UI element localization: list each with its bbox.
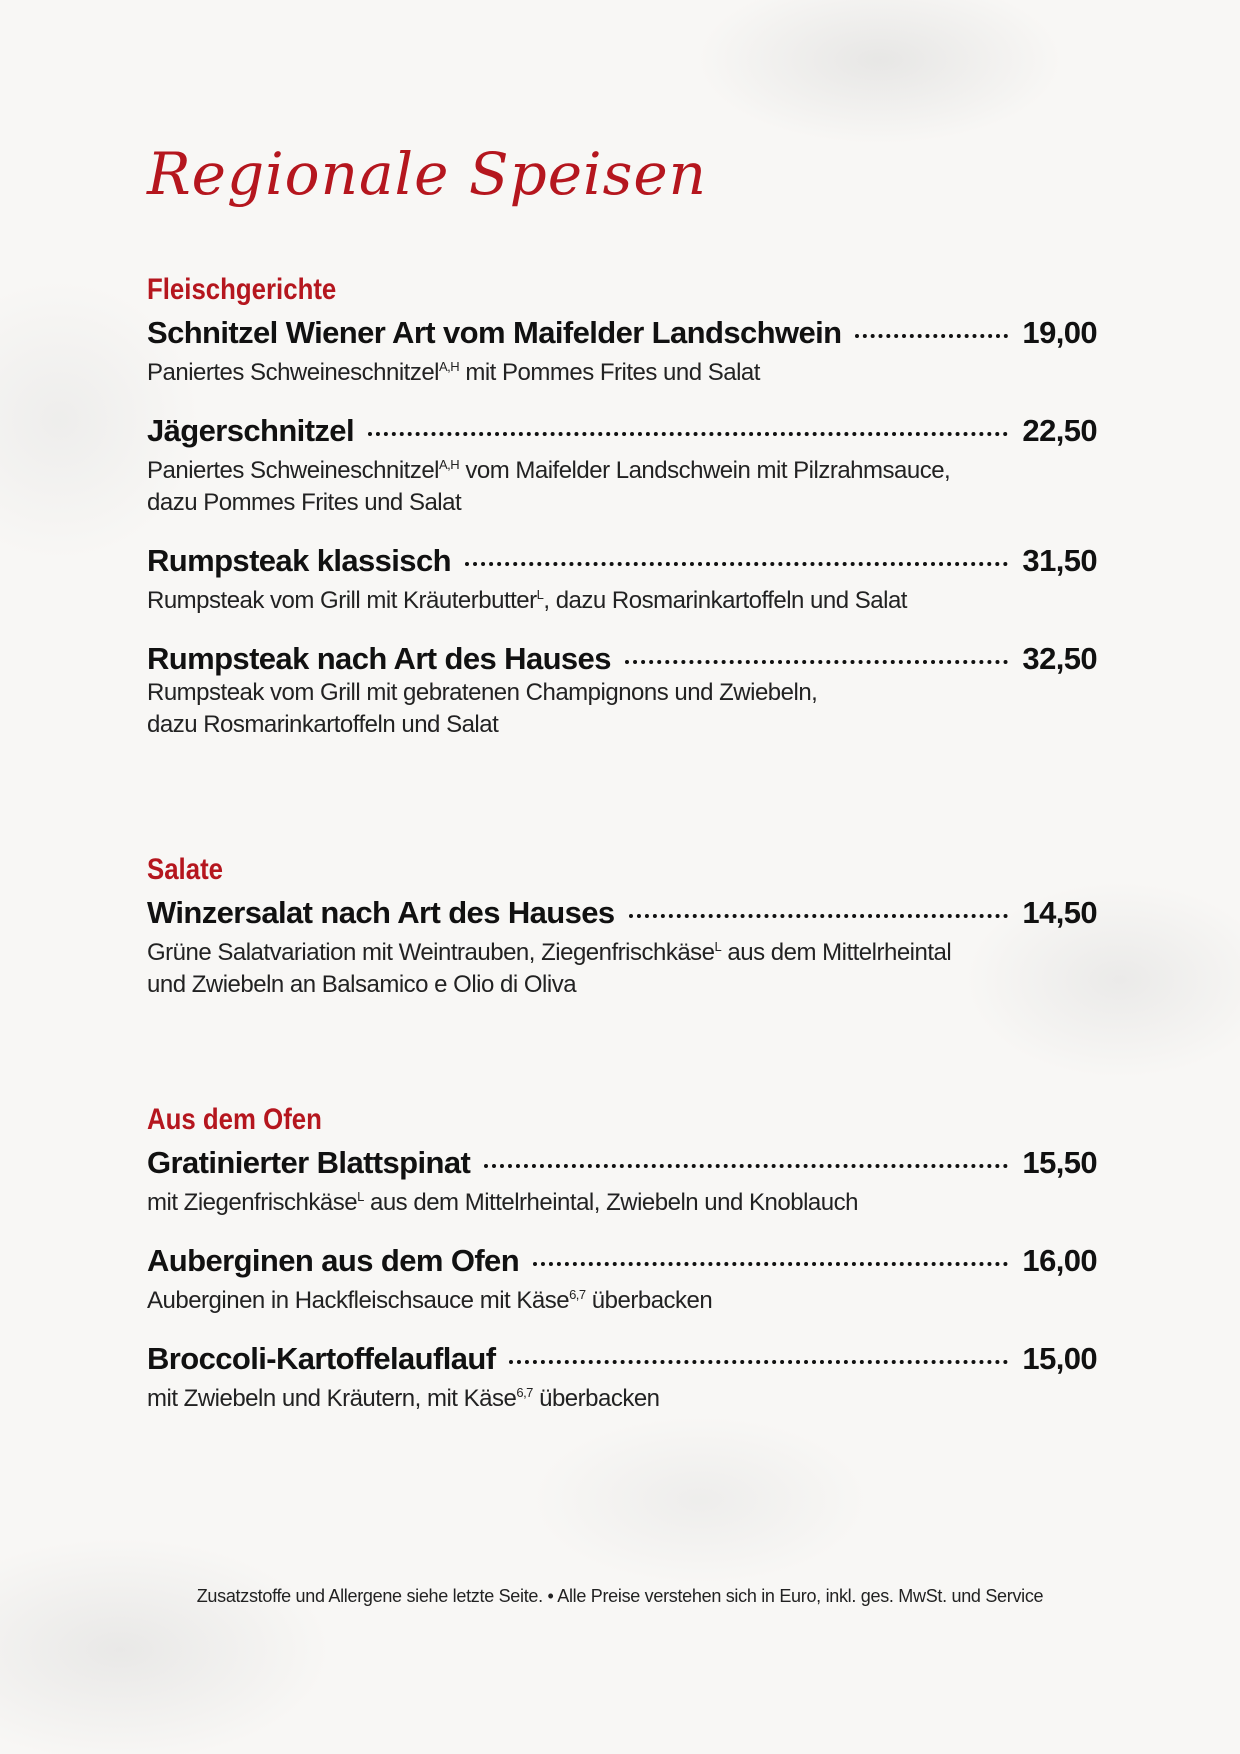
dish-description: dazu Rosmarinkartoffeln und Salat (147, 711, 499, 738)
section-title: Fleischgerichte (147, 273, 337, 306)
menu-item (147, 1243, 1097, 1317)
menu-item (147, 1145, 1097, 1219)
section-aus-dem-ofen (147, 1103, 1097, 1439)
dot-leader (855, 334, 1008, 338)
section-title: Aus dem Ofen (147, 1103, 322, 1136)
dish-price: 31,50 (1022, 543, 1097, 578)
dish-description: Paniertes Schweineschnitzel$^{A,H}$ mit Pommes Frites und Salat (147, 359, 760, 386)
page-title: Regionale Speisen (147, 140, 708, 208)
allergen-marker: L (714, 939, 722, 954)
dish-price: 16,00 (1022, 1243, 1097, 1278)
dish-name: Rumpsteak nach Art des Hauses (147, 641, 611, 676)
menu-item (147, 315, 1097, 389)
menu-item (147, 641, 1097, 741)
dish-name: Winzersalat nach Art des Hauses (147, 895, 615, 930)
dish-name: Broccoli-Kartoffelauflauf (147, 1341, 496, 1376)
dot-leader (368, 432, 1008, 436)
dish-name: Rumpsteak klassisch (147, 543, 451, 578)
dish-price: 15,50 (1022, 1145, 1097, 1180)
dish-name: Auberginen aus dem Ofen (147, 1243, 520, 1278)
dish-description: Grüne Salatvariation mit Weintrauben, Ziegenfrischkäse$^L$ aus dem Mittelrheintal (147, 939, 952, 966)
allergen-marker: A,H (439, 359, 460, 374)
dish-description: dazu Pommes Frites und Salat (147, 489, 462, 516)
menu-item (147, 543, 1097, 617)
dish-description: mit Ziegenfrischkäse$^L$ aus dem Mittelrheintal, Zwiebeln und Knoblauch (147, 1189, 858, 1216)
dish-description: Auberginen in Hackfleischsauce mit Käse$^{6,7}$ überbacken (147, 1287, 713, 1314)
allergen-marker: A,H (439, 457, 460, 472)
menu-item-row (147, 315, 1097, 351)
section-salate (147, 853, 1097, 1025)
menu-item-row (147, 413, 1097, 449)
menu-item (147, 413, 1097, 519)
dish-price: 32,50 (1022, 641, 1097, 676)
dish-description: und Zwiebeln an Balsamico e Olio di Oliva (147, 971, 577, 998)
dish-description: Rumpsteak vom Grill mit gebratenen Champignons und Zwiebeln, (147, 679, 818, 706)
menu-item-row (147, 543, 1097, 579)
dish-description: Paniertes Schweineschnitzel$^{A,H}$ vom Maifelder Landschwein mit Pilzrahmsauce, (147, 457, 951, 484)
menu-item-row (147, 895, 1097, 931)
dish-description: Rumpsteak vom Grill mit Kräuterbutter$^L$, dazu Rosmarinkartoffeln und Salat (147, 587, 907, 614)
dish-name: Gratinierter Blattspinat (147, 1145, 471, 1180)
dish-price: 14,50 (1022, 895, 1097, 930)
footer-note: Zusatzstoffe und Allergene siehe letzte Seite. • Alle Preise verstehen sich in Euro, inkl. ges. MwSt. und Service (196, 1586, 1044, 1606)
dish-price: 22,50 (1022, 413, 1097, 448)
allergen-marker: L (357, 1189, 364, 1204)
allergen-marker: 6,7 (569, 1287, 586, 1302)
section-fleischgerichte (147, 273, 1097, 765)
section-title: Salate (147, 853, 224, 886)
dish-price: 19,00 (1022, 315, 1097, 350)
dot-leader (533, 1262, 1008, 1266)
menu-item-row (147, 641, 1097, 677)
dot-leader (625, 660, 1009, 664)
allergen-marker: L (536, 587, 544, 602)
menu-item (147, 1341, 1097, 1415)
menu-item-row (147, 1341, 1097, 1377)
menu-item-row (147, 1243, 1097, 1279)
dish-name: Jägerschnitzel (147, 413, 354, 448)
dot-leader (484, 1164, 1008, 1168)
dot-leader (629, 914, 1009, 918)
menu-item (147, 895, 1097, 1001)
dot-leader (509, 1360, 1008, 1364)
dish-price: 15,00 (1022, 1341, 1097, 1376)
menu-item-row (147, 1145, 1097, 1181)
dish-description: mit Zwiebeln und Kräutern, mit Käse$^{6,7}$ überbacken (147, 1385, 660, 1412)
allergen-marker: 6,7 (516, 1385, 533, 1400)
dish-name: Schnitzel Wiener Art vom Maifelder Landschwein (147, 315, 842, 350)
dot-leader (465, 562, 1008, 566)
